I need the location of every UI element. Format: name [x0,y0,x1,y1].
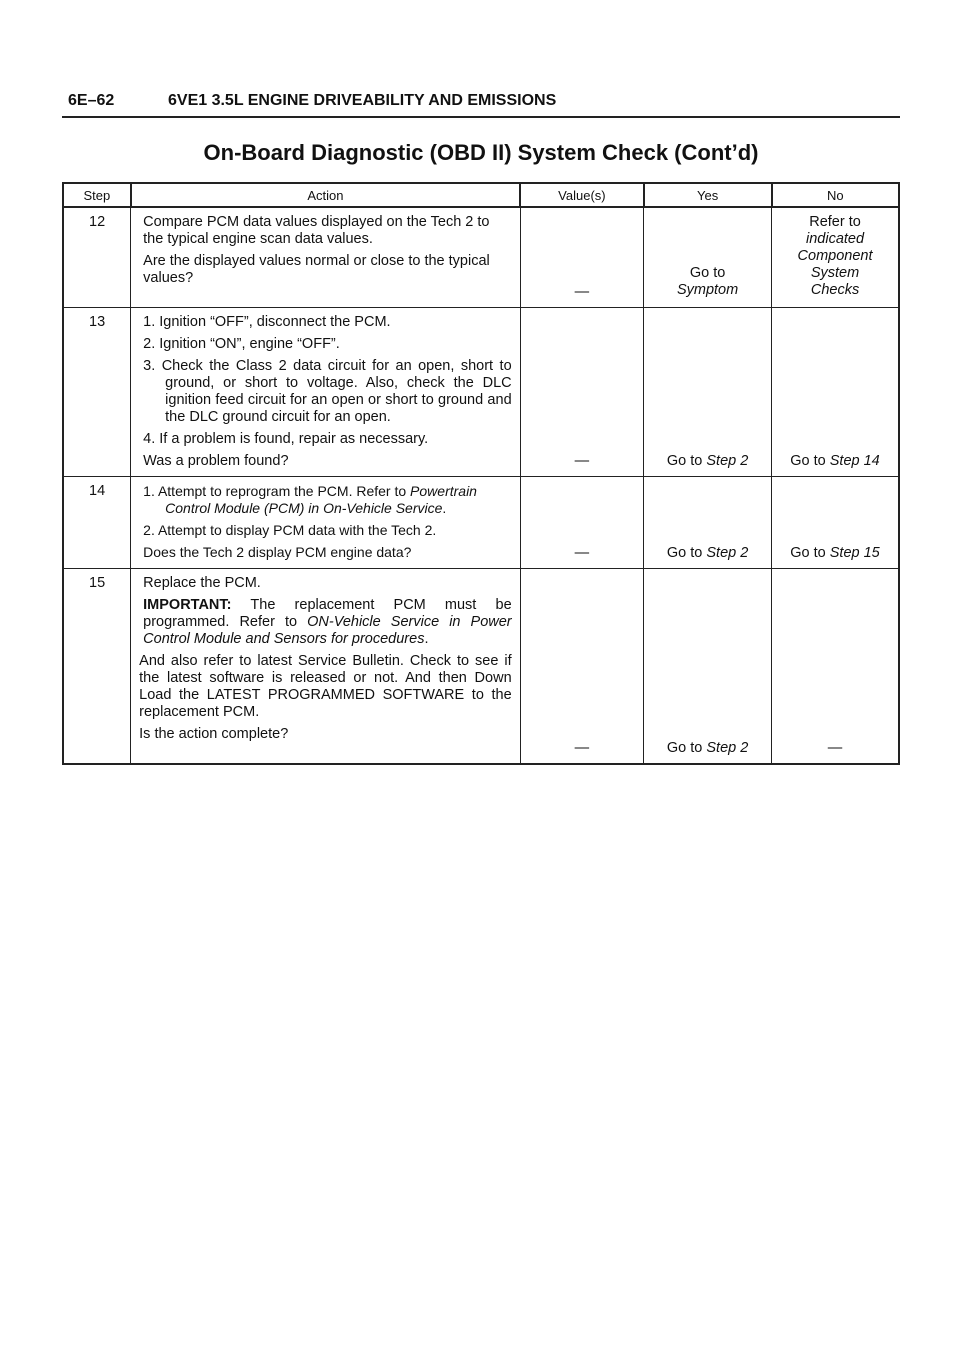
action-item: 3. Check the Class 2 data circuit for an open, short to ground, or short to voltage. Also, check the DLC ignition feed circuit for an open or short to ground and the DLC ground circuit for an open. [143,357,512,425]
no-link-component-checks[interactable]: indicated Component System Checks [797,231,873,298]
yes-cell [644,307,772,476]
value-cell: — [520,207,644,307]
yes-link-step-2[interactable]: Step 2 [706,544,749,561]
action-item: 1. Attempt to reprogram the PCM. Refer to Powertrain Control Module (PCM) in On-Vehicle Service. [143,482,477,516]
no-link-step-15[interactable]: Step 15 [829,544,880,561]
value-cell: — [520,307,644,476]
table-row [63,568,899,764]
column-header-values: Value(s) [520,183,644,207]
no-prefix: Refer to [809,214,861,230]
yes-link-step-2[interactable]: Step 2 [706,452,749,469]
important-note: IMPORTANT: The replacement PCM must be programmed. Refer to ON-Vehicle Service in Power Control Module and Sensors for procedures. [143,596,512,647]
important-label: IMPORTANT: [143,596,232,613]
yes-link-symptom[interactable]: Symptom [676,281,739,298]
yes-prefix: Go to [666,740,707,756]
table-row [63,476,899,568]
action-item: 1. Ignition “OFF”, disconnect the PCM. [143,313,391,330]
action-question: Was a problem found? [143,452,289,469]
yes-cell [644,568,772,764]
column-header-no: No [772,183,899,207]
section-title: 6VE1 3.5L ENGINE DRIVEABILITY AND EMISSIONS [168,92,557,109]
action-item: 4. If a problem is found, repair as necessary. [143,430,429,447]
action-cell [131,476,520,568]
page-title: On-Board Diagnostic (OBD II) System Check (Cont’d) [203,140,759,165]
page-number: 6E–62 [68,92,115,109]
action-text: Compare PCM data values displayed on the Tech 2 to the typical engine scan data values. [143,214,490,247]
service-bulletin-note: And also refer to latest Service Bulletin. Check to see if the latest software is released or not. And then Down Load the LATEST PROGRAMMED SOFTWARE to the replacement PCM. [139,652,512,720]
diagnostic-table [62,182,900,765]
action-question: Is the action complete? [139,725,289,742]
step-number: 12 [63,207,131,307]
step-number: 14 [63,476,131,568]
no-link-step-14[interactable]: Step 14 [829,452,880,469]
value-cell: — [520,476,644,568]
no-cell [772,307,899,476]
no-prefix: Go to [790,452,830,469]
column-header-step: Step [63,183,131,207]
action-question: Does the Tech 2 display PCM engine data? [143,543,412,560]
no-cell [772,207,899,307]
column-header-action: Action [131,183,520,207]
value-cell: — [520,568,644,764]
table-header-row [63,183,899,207]
link-on-vehicle-service[interactable]: ON-Vehicle Service in Power Control Module and Sensors for procedures [143,613,512,647]
action-item: 2. Attempt to display PCM data with the Tech 2. [143,521,437,538]
no-cell: — [772,568,899,764]
action-cell [131,207,520,307]
page-header [62,90,900,118]
no-prefix: Go to [790,544,830,561]
action-item: 2. Ignition “ON”, engine “OFF”. [143,335,340,352]
link-pcm-reprogram[interactable]: Powertrain Control Module (PCM) in On-Vehicle Service [165,482,477,516]
yes-cell [644,476,772,568]
yes-cell [644,207,772,307]
step-number: 13 [63,307,131,476]
yes-prefix: Go to [666,544,707,561]
action-question: Are the displayed values normal or close to the typical values? [143,253,490,286]
action-text: Replace the PCM. [143,574,261,591]
table-row [63,307,899,476]
column-header-yes: Yes [644,183,772,207]
step-number: 15 [63,568,131,764]
yes-prefix: Go to [689,264,726,281]
yes-prefix: Go to [666,452,707,469]
no-cell [772,476,899,568]
table-row [63,207,899,307]
action-cell [131,568,520,764]
yes-link-step-2[interactable]: Step 2 [706,740,749,756]
action-cell [131,307,520,476]
